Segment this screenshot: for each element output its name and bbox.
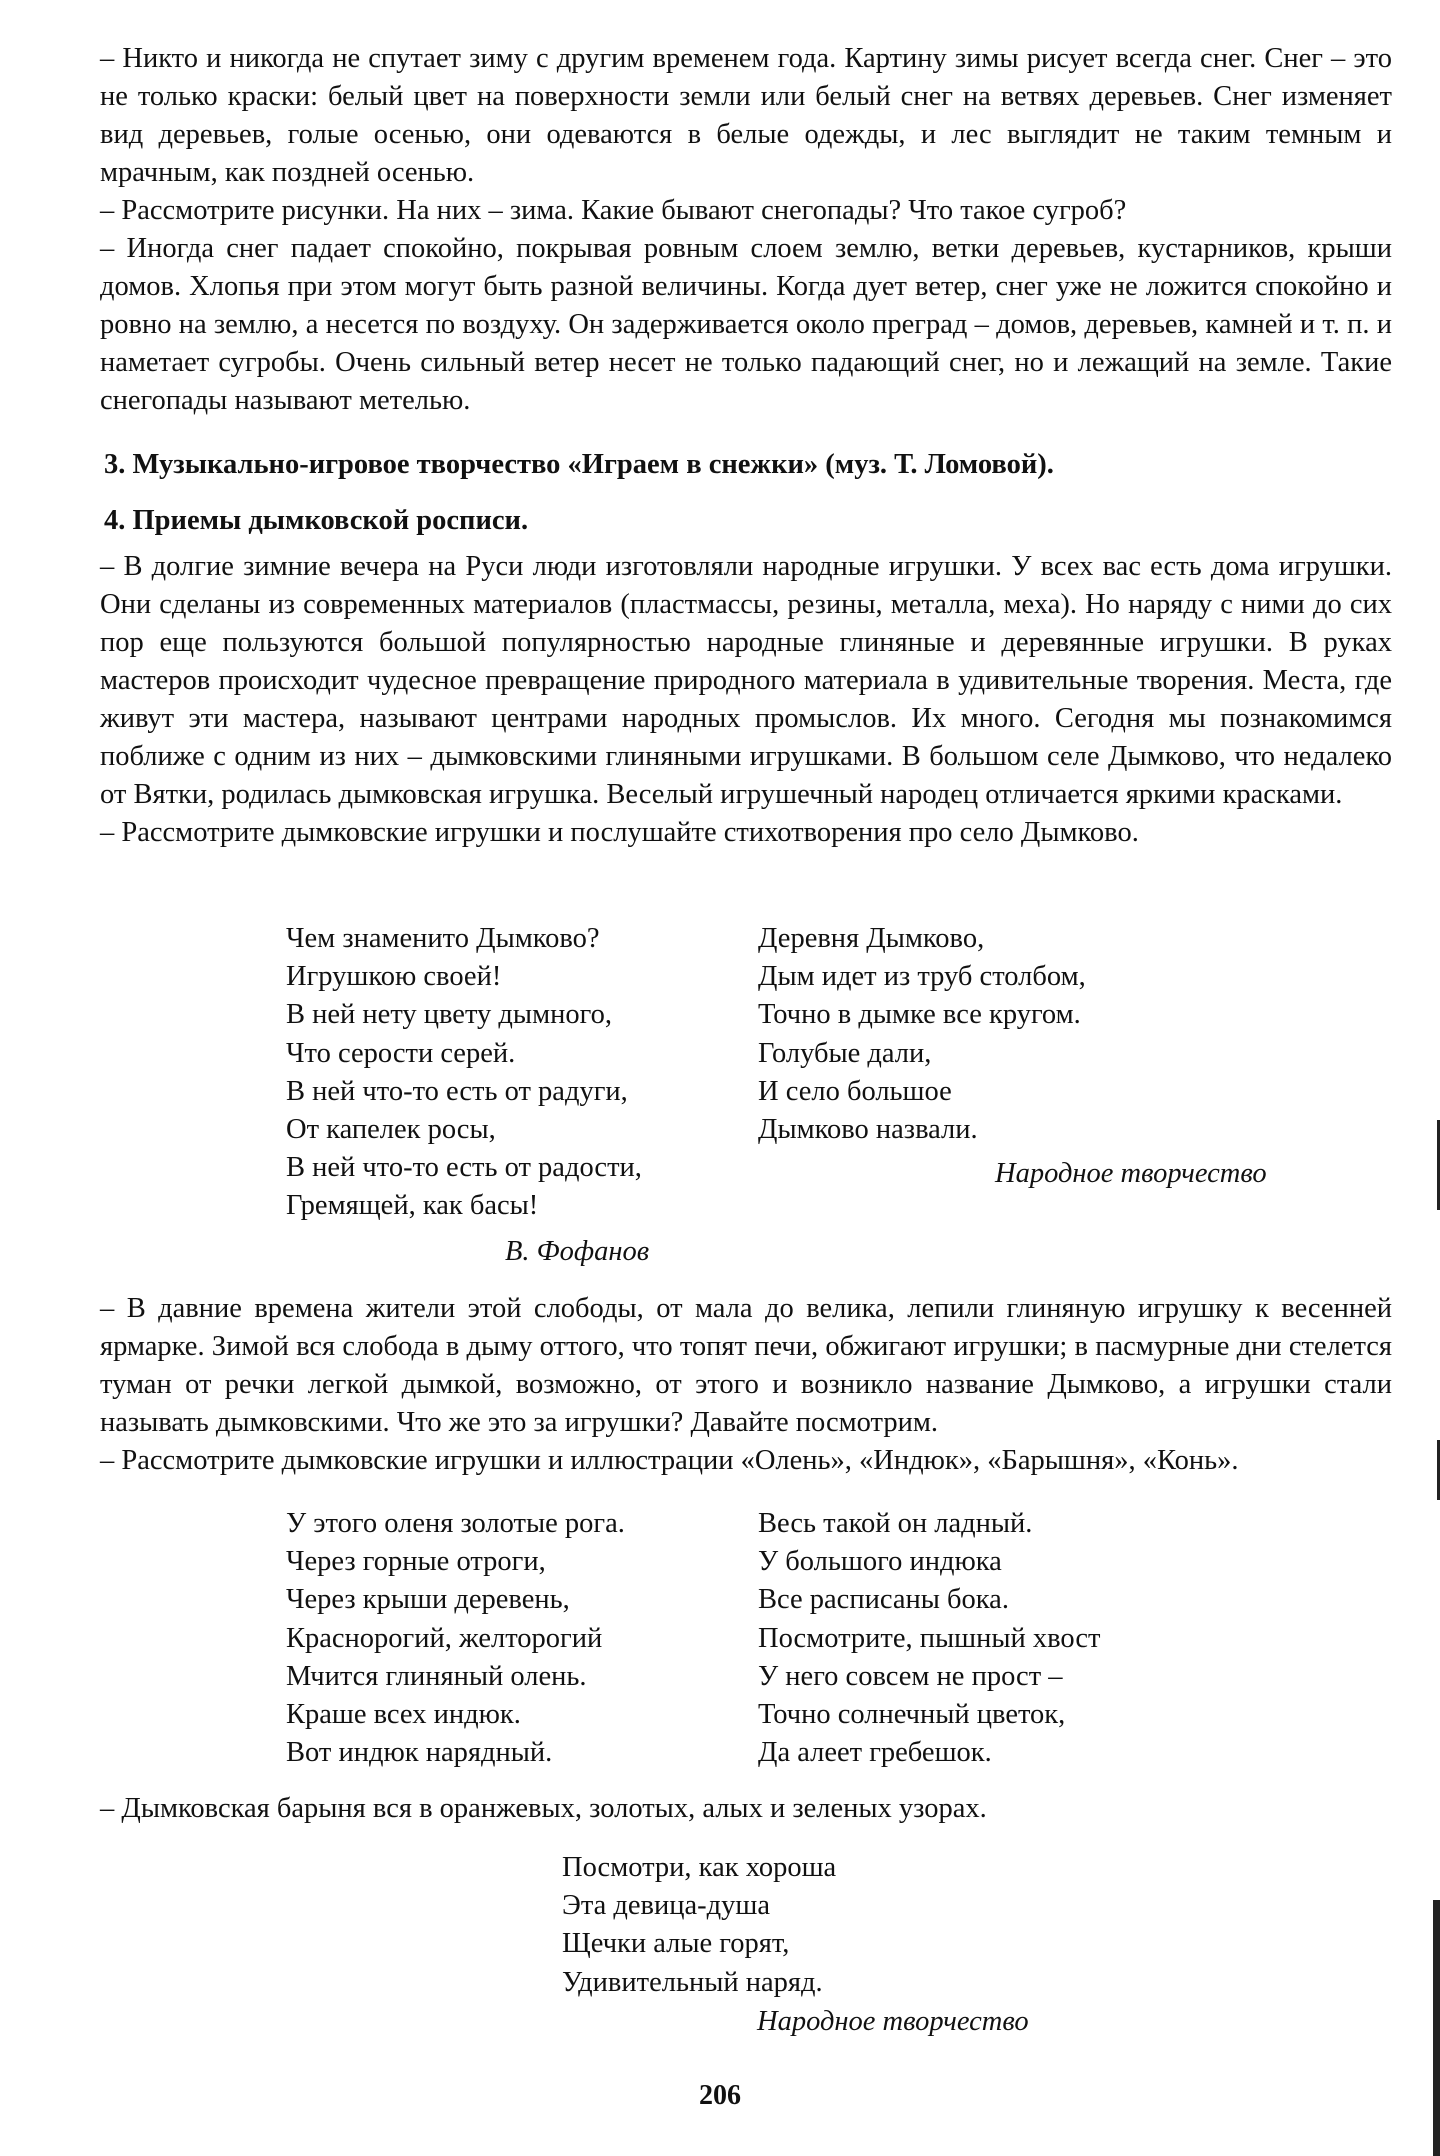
poem-line: Точно в дымке все кругом. (758, 999, 1081, 1031)
paragraph-illustrations: – Рассмотрите дымковские игрушки и иллюстрации «Олень», «Индюк», «Барышня», «Конь». (100, 1445, 1239, 1476)
poem-line: Все расписаны бока. (758, 1584, 1009, 1616)
poem-line: Посмотри, как хороша (562, 1852, 837, 1883)
poem-line: Щечки алые горят, (562, 1928, 790, 1960)
section-heading-4: 4. Приемы дымковской росписи. (104, 505, 529, 536)
poem-line: Через горные отроги, (286, 1546, 546, 1578)
poem-line: Мчится глиняный олень. (286, 1660, 587, 1692)
poem-deer (286, 1505, 625, 1772)
poem-line: У большого индюка (758, 1546, 1002, 1578)
poem-author-folk-2: Народное творчество (757, 2006, 1029, 2037)
poem-barynya (562, 1849, 836, 2002)
poem-line: Вот индюк нарядный. (286, 1737, 553, 1769)
paragraph-listen-poems: – Рассмотрите дымковские игрушки и послушайте стихотворения про село Дымково. (100, 817, 1139, 848)
poem-turkey (758, 1505, 1100, 1772)
poem-line: Да алеет гребешок. (758, 1737, 992, 1769)
poem-line: Гремящей, как басы! (286, 1190, 539, 1222)
poem-fofanov (286, 920, 642, 1226)
barynya-text-block (100, 1790, 1392, 1828)
heading-block-4 (100, 502, 1392, 540)
poem-line: Голубые дали, (758, 1037, 932, 1069)
intro-text-block (100, 40, 1392, 420)
poem-line: Эта девица-душа (562, 1890, 770, 1922)
poem-line: От капелек росы, (286, 1114, 496, 1146)
poem-line: Весь такой он ладный. (758, 1508, 1033, 1539)
poem-author-folk-1: Народное творчество (995, 1158, 1267, 1189)
poem-line: У этого оленя золотые рога. (286, 1508, 625, 1539)
poem-line: Через крыши деревень, (286, 1584, 570, 1616)
paragraph-look-pictures: – Рассмотрите рисунки. На них – зима. Какие бывают снегопады? Что такое сугроб? (100, 195, 1127, 226)
poem-line: Что серости серей. (286, 1037, 516, 1069)
poem-line: И село большое (758, 1075, 952, 1107)
poem-line: Точно солнечный цветок, (758, 1699, 1066, 1731)
section-heading-3: 3. Музыкально-игровое творчество «Играем в снежки» (муз. Т. Ломовой). (104, 449, 1054, 480)
poem-line: В ней что-то есть от радости, (286, 1152, 642, 1184)
poem-line: Игрушкою своей! (286, 961, 502, 993)
poem-author-fofanov: В. Фофанов (505, 1236, 650, 1267)
page-number: 206 (699, 2080, 741, 2111)
dymkovo-text-block (100, 548, 1392, 852)
poem-line: Дым идет из труб столбом, (758, 961, 1086, 993)
poem-line: Деревня Дымково, (758, 923, 985, 954)
paragraph-snowfall: – Иногда снег падает спокойно, покрывая ровным слоем землю, ветки деревьев, кустарников, крыши домов. Хлопья при этом могут быть разной величины. Когда дует ветер, снег уже не ложится спокойно и ровно на землю, а несется по воздуху. Он задерживается около преград – домов, деревьев, камней и т. п. и наметает сугробы. Очень сильный ветер несет не только падающий снег, но и лежащий на земле. Такие снегопады называют метелью. (100, 233, 1392, 416)
poem-village-dymkovo (758, 920, 1086, 1149)
poem-line: У него совсем не прост – (758, 1660, 1063, 1692)
scan-edge-mark (1433, 1900, 1440, 2156)
paragraph-barynya: – Дымковская барыня вся в оранжевых, золотых, алых и зеленых узорах. (100, 1793, 987, 1824)
poem-line: В ней нету цвету дымного, (286, 999, 612, 1031)
poem-line: Краше всех индюк. (286, 1699, 521, 1731)
heading-block-3 (100, 446, 1392, 484)
poem-line: Краснорогий, желторогий (286, 1622, 603, 1654)
paragraph-folk-toys: – В долгие зимние вечера на Руси люди изготовляли народные игрушки. У всех вас есть дома игрушки. Они сделаны из современных материалов (пластмассы, резины, металла, меха). Но наряду с ними до сих пор еще пользуются большой популярностью народные глиняные и деревянные игрушки. В руках мастеров происходит чудесное превращение природного материала в удивительные творения. Места, где живут эти мастера, называют центрами народных промыслов. Их много. Сегодня мы познакомимся поближе с одним из них – дымковскими глиняными игрушками. В большом селе Дымково, что недалеко от Вятки, родилась дымковская игрушка. Веселый игрушечный народец отличается яркими красками. (100, 551, 1392, 810)
poem-line: Посмотрите, пышный хвост (758, 1622, 1101, 1654)
poem-line: Удивительный наряд. (562, 1966, 823, 1998)
paragraph-sloboda: – В давние времена жители этой слободы, от мала до велика, лепили глиняную игрушку к весенней ярмарке. Зимой вся слобода в дыму оттого, что топят печи, обжигают игрушки; в пасмурные дни стелется туман от речки легкой дымкой, возможно, от этого и возникло название Дымково, а игрушки стали называть дымковскими. Что же это за игрушки? Давайте посмотрим. (100, 1293, 1392, 1438)
poem-line: В ней что-то есть от радуги, (286, 1075, 628, 1107)
sloboda-text-block (100, 1290, 1392, 1480)
paragraph-winter-snow: – Никто и никогда не спутает зиму с другим временем года. Картину зимы рисует всегда снег. Снег – это не только краски: белый цвет на поверхности земли или белый снег на ветвях деревьев. Снег изменяет вид деревьев, голые осенью, они одеваются в белые одежды, и лес выглядит не таким темным и мрачным, как поздней осенью. (100, 43, 1392, 188)
poem-line: Чем знаменито Дымково? (286, 923, 600, 954)
poem-line: Дымково назвали. (758, 1114, 978, 1146)
